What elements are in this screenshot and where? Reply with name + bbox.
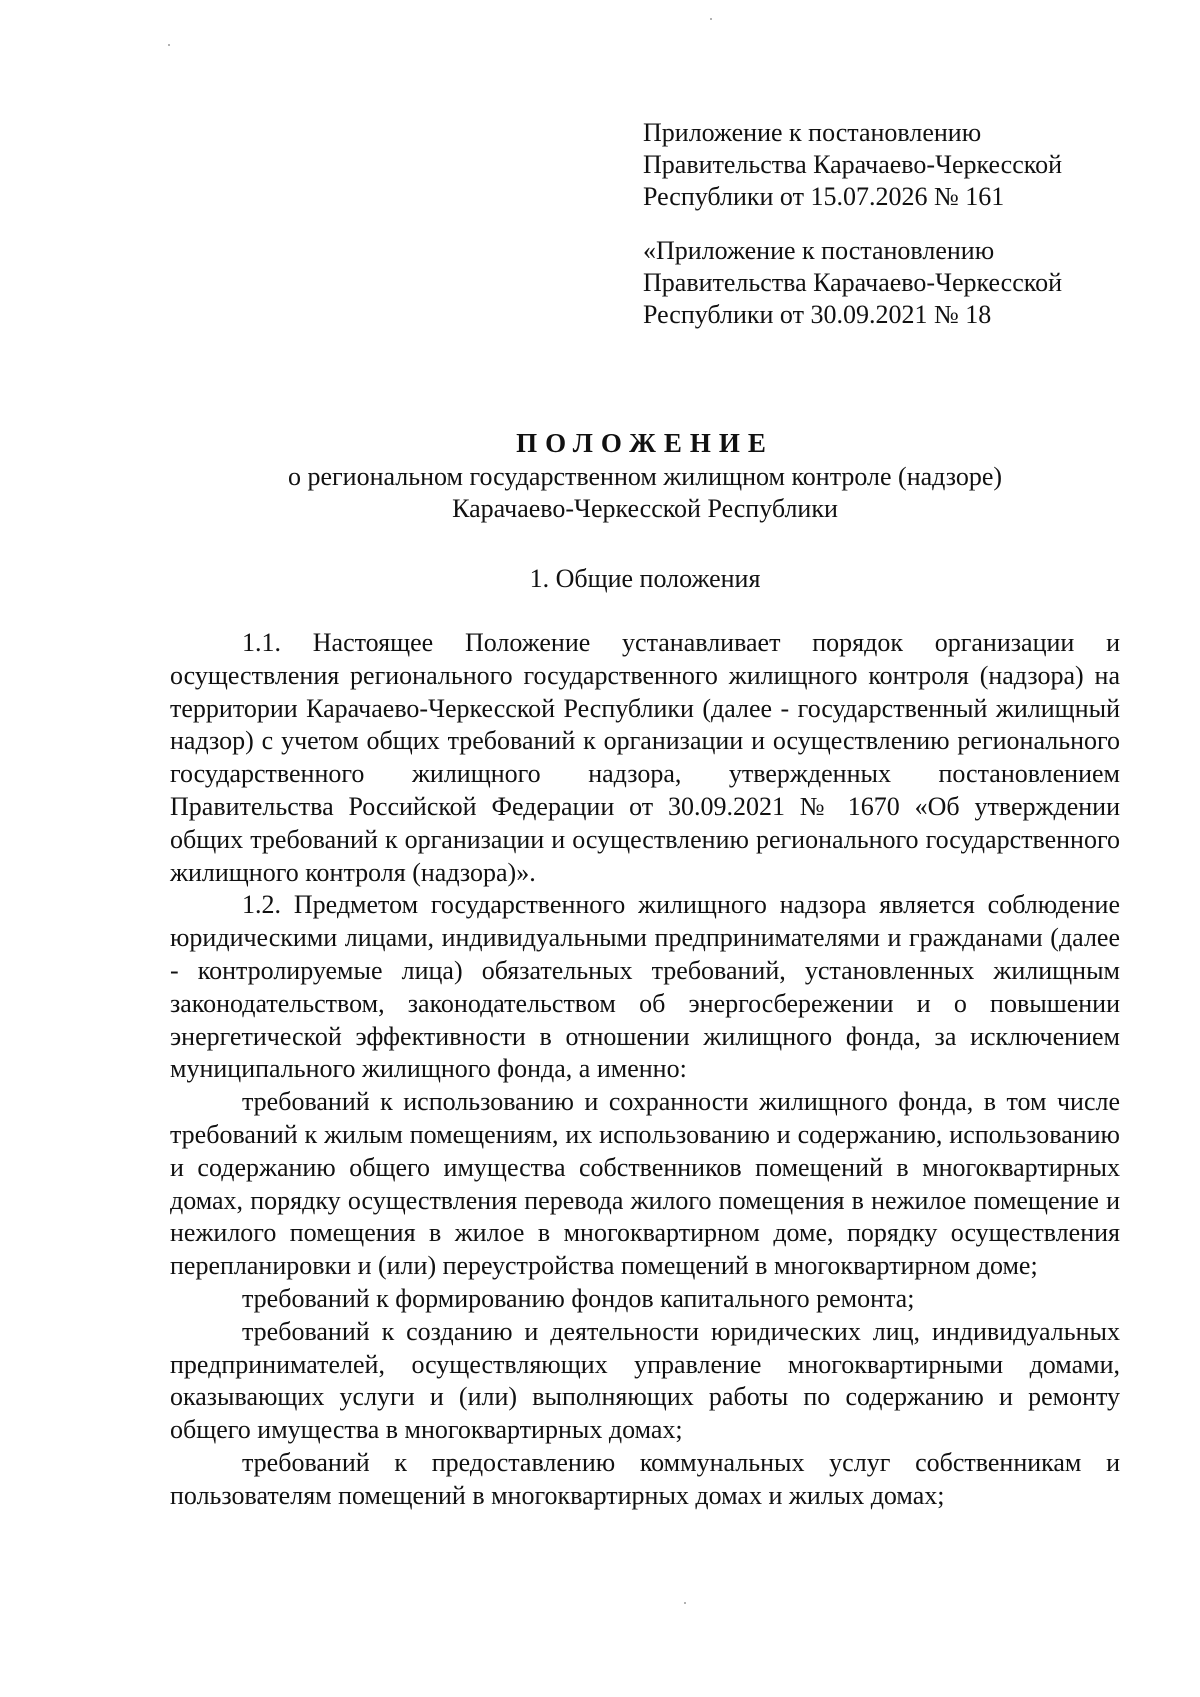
paragraph-housing-fund-requirements: требований к использованию и сохранности жилищного фонда, в том числе требований к жилым помещениям, их использованию и содержанию, использованию и содержанию общего имущества собственников помещений в многоквартирных домах, порядку осуществления перевода жилого помещения в нежилое помещение и нежилого помещения в жилое в многоквартирном доме, порядку осуществления перепланировки и (или) переустройства помещений в многоквартирном доме;	[170, 1087, 1120, 1281]
scan-speck	[168, 44, 170, 46]
appendix-line: Правительства Карачаево-Черкесской	[643, 268, 1062, 297]
appendix-reference-current	[643, 117, 1163, 213]
paragraph-1-2: 1.2. Предметом государственного жилищного надзора является соблюдение юридическими лицами, индивидуальными предпринимателями и гражданами (далее - контролируемые лица) обязательных требований, установленных жилищным законодательством, законодательством об энергосбережении и о повышении энергетической эффективности в отношении жилищного фонда, за исключением муниципального жилищного фонда, а именно:	[170, 890, 1120, 1084]
paragraph-capital-repair-funds: требований к формированию фондов капитального ремонта;	[242, 1283, 915, 1313]
scan-speck	[710, 18, 712, 20]
document-title: ПОЛОЖЕНИЕ	[516, 428, 774, 458]
appendix-line: Республики от 15.07.2026 № 161	[643, 182, 1005, 211]
appendix-line: «Приложение к постановлению	[643, 236, 995, 265]
appendix-line: Приложение к постановлению	[643, 118, 982, 147]
document-subtitle-line: о региональном государственном жилищном контроле (надзоре)	[287, 462, 1003, 491]
section-heading: 1. Общие положения	[529, 564, 761, 593]
document-subtitle-line: Карачаево-Черкесской Республики	[452, 494, 838, 523]
paragraph-1-1: 1.1. Настоящее Положение устанавливает порядок организации и осуществления регионального государственного жилищного контроля (надзора) на территории Карачаево-Черкесской Республики (далее - государственный жилищный надзор) с учетом общих требований к организации и осуществлению регионального государственного жилищного надзора, утвержденных постановлением Правительства Российской Федерации от 30.09.2021 № 1670 «Об утверждении общих требований к организации и осуществлению регионального государственного жилищного контроля (надзора)».	[170, 628, 1120, 887]
appendix-line: Правительства Карачаево-Черкесской	[643, 150, 1062, 179]
appendix-line: Республики от 30.09.2021 № 18	[643, 300, 992, 329]
paragraph-management-organizations: требований к созданию и деятельности юридических лиц, индивидуальных предпринимателей, осуществляющих управление многоквартирными домами, оказывающих услуги и (или) выполняющих работы по содержанию и ремонту общего имущества в многоквартирных домах;	[170, 1316, 1120, 1445]
section-body	[170, 627, 1120, 1513]
scan-speck	[684, 1602, 686, 1604]
appendix-reference-original	[643, 235, 1163, 331]
document-title-block	[160, 425, 1130, 525]
paragraph-utility-services: требований к предоставлению коммунальных услуг собственникам и пользователям помещений в многоквартирных домах и жилых домах;	[170, 1447, 1120, 1510]
